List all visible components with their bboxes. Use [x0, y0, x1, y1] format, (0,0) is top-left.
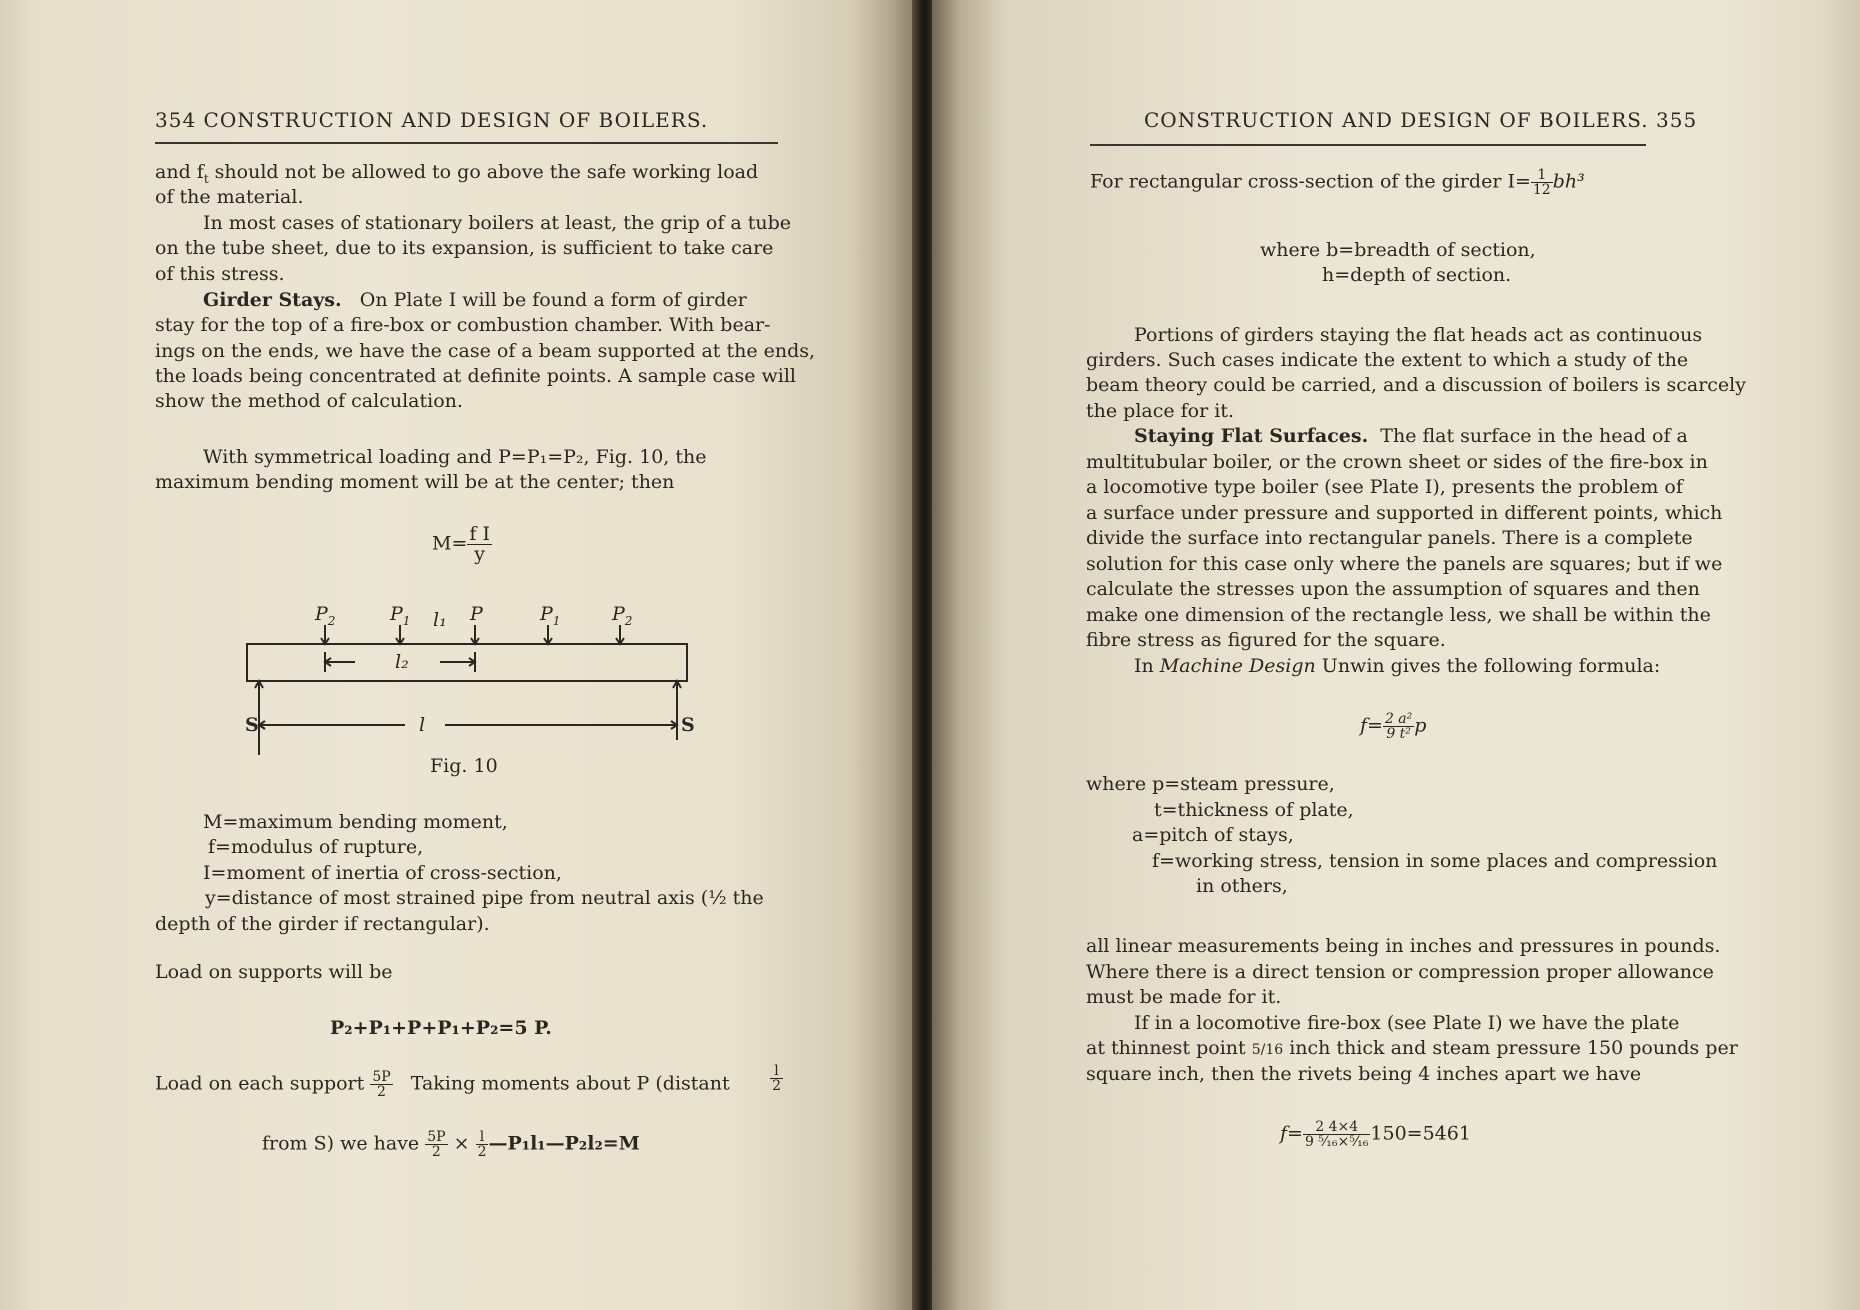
where-f-line: f=working stress, tension in some places and compression [1152, 850, 1718, 872]
fig-label-s-left: S [245, 714, 259, 736]
fig-label-l: l [419, 714, 426, 736]
left-page-header: 354 CONSTRUCTION AND DESIGN OF BOILERS. [155, 108, 709, 132]
definition-y: y=distance of most strained pipe from neutral axis (½ the [205, 887, 764, 909]
equation-sum: P₂+P₁+P+P₁+P₂=5 P. [330, 1017, 552, 1039]
right-q4-line3: must be made for it. [1086, 986, 1282, 1008]
right-q1-line2: girders. Such cases indicate the extent to which a study of the [1086, 349, 1689, 371]
fig-label-p2-right: $P_2$ [612, 603, 633, 628]
right-page [932, 0, 1860, 1310]
right-q2-line2: multitubular boiler, or the crown sheet or sides of the fire-box in [1086, 451, 1708, 473]
where-t-line: t=thickness of plate, [1154, 799, 1354, 821]
moment-equation-line: from S) we have $\frac{5P}{2}$ × $\frac{l}{2}$ —P₁l₁—P₂l₂=M [262, 1129, 640, 1160]
right-q2-line8: make one dimension of the rectangle less, we shall be within the [1086, 604, 1711, 626]
right-header-rule [1090, 144, 1646, 146]
right-q2-line1: Staying Flat Surfaces. The flat surface in the head of a [1134, 425, 1688, 447]
equation-moment: M= $\frac{\text{f I}}{y}$ [432, 523, 490, 565]
load-on-supports: Load on supports will be [155, 961, 393, 983]
right-q4-line2: Where there is a direct tension or compression proper allowance [1086, 961, 1714, 983]
staying-flat-surfaces-heading: Staying Flat Surfaces. [1134, 425, 1369, 447]
girder-stays-heading: Girder Stays. [203, 289, 342, 311]
fig-label-l1: l₁ [433, 609, 447, 631]
definition-f: f=modulus of rupture, [208, 836, 424, 858]
left-p2-line2: on the tube sheet, due to its expansion, is sufficient to take care [155, 237, 774, 259]
right-q5-line1: If in a locomotive fire-box (see Plate I) we have the plate [1134, 1012, 1680, 1034]
fig-label-s-right: S [681, 714, 695, 736]
where-b-line: where b=breadth of section, [1260, 239, 1536, 261]
right-q3-line: In Machine Design Unwin gives the following formula: [1134, 655, 1661, 677]
left-p2-line3: of this stress. [155, 263, 285, 285]
where-p-line: where p=steam pressure, [1086, 773, 1335, 795]
definition-y-cont: depth of the girder if rectangular). [155, 913, 490, 935]
fig-label-p: P [470, 603, 483, 625]
left-p3-line3: ings on the ends, we have the case of a beam supported at the ends, [155, 340, 816, 362]
left-header-rule [155, 142, 778, 144]
right-q2-line4: a surface under pressure and supported in different points, which [1086, 502, 1723, 524]
left-p3-line1: Girder Stays. On Plate I will be found a form of girder [203, 289, 747, 311]
right-q2-line5: divide the surface into rectangular panels. There is a complete [1086, 527, 1693, 549]
right-q1-line3: beam theory could be carried, and a discussion of boilers is scarcely [1086, 374, 1746, 396]
right-q4-line1: all linear measurements being in inches and pressures in pounds. [1086, 935, 1721, 957]
right-q1-line4: the place for it. [1086, 400, 1234, 422]
left-p1-line1: and $f_t$ should not be allowed to go above the safe working load [155, 161, 759, 186]
figure-10-beam-diagram [235, 600, 705, 760]
left-p3-line2: stay for the top of a fire-box or combustion chamber. With bear- [155, 314, 771, 336]
fig-label-p1-right: $P_1$ [540, 603, 561, 628]
where-h-line: h=depth of section. [1322, 264, 1512, 286]
right-q5-line3: square inch, then the rivets being 4 inches apart we have [1086, 1063, 1642, 1085]
load-each-support-line: Load on each support $\frac{5P}{2}$ Taking moments about P (distant $\frac{l}{2}$ [155, 1063, 781, 1100]
right-q1-line1: Portions of girders staying the flat heads act as continuous [1134, 324, 1703, 346]
definition-m: M=maximum bending moment, [203, 811, 508, 833]
left-page [0, 0, 915, 1310]
figure-caption: Fig. 10 [430, 755, 498, 777]
rect-cross-section-line: For rectangular cross-section of the girder I= $\frac{1}{12}$ bh³ [1090, 167, 1585, 198]
unwin-formula: f= $\frac{\text{2 a²}}{\text{9 t²}}$ p [1360, 711, 1427, 742]
fig-label-l2: l₂ [395, 651, 409, 673]
machine-design-title: Machine Design [1159, 655, 1316, 677]
where-f-line-cont: in others, [1196, 875, 1288, 897]
right-q2-line6: solution for this case only where the panels are squares; but if we [1086, 553, 1723, 575]
fig-label-p2-left: $P_2$ [315, 603, 336, 628]
right-q5-line2: at thinnest point 5/16 inch thick and steam pressure 150 pounds per [1086, 1037, 1738, 1059]
left-p1-line2: of the material. [155, 186, 304, 208]
right-q2-line9: fibre stress as figured for the square. [1086, 629, 1446, 651]
right-q2-line3: a locomotive type boiler (see Plate I), presents the problem of [1086, 476, 1683, 498]
right-page-header: CONSTRUCTION AND DESIGN OF BOILERS. 355 [1144, 108, 1698, 132]
right-q2-line7: calculate the stresses upon the assumption of squares and then [1086, 578, 1700, 600]
where-a-line: a=pitch of stays, [1132, 824, 1294, 846]
final-calculation: f= $\frac{2 4\times 4}{\text{9 ⁵⁄₁₆×⁵⁄₁₆}}$ 150=5461 [1280, 1119, 1471, 1150]
left-p4-line2: maximum bending moment will be at the center; then [155, 471, 675, 493]
left-p3-line4: the loads being concentrated at definite points. A sample case will [155, 365, 797, 387]
left-p3-line5: show the method of calculation. [155, 390, 463, 412]
definition-i: I=moment of inertia of cross-section, [203, 862, 562, 884]
fig-label-p1-left: $P_1$ [390, 603, 411, 628]
left-p2-line1: In most cases of stationary boilers at least, the grip of a tube [203, 212, 792, 234]
left-p4-line1: With symmetrical loading and P=P₁=P₂, Fig. 10, the [203, 446, 707, 468]
